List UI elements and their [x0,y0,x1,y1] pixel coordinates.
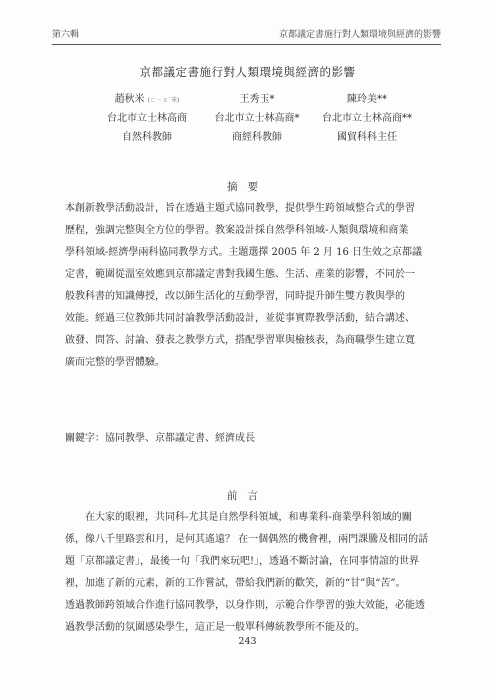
page-number: 243 [238,636,257,647]
author-block [92,90,422,147]
abstract-line: 般教科書的知識傳授，改以師生活化的互動學習，同時提升師生雙方教與學的 [65,291,405,302]
author-name: 陳玲美** [347,94,387,105]
abstract-heading: 摘要 [227,181,268,193]
author-name-note: (ㄈㄧㄡˊ米) [147,97,180,104]
abstract-body [65,198,430,374]
abstract-line: 定書，範圍從溫室效應到京都議定書對我國生態、生活、產業的影響，不同於一 [65,269,415,280]
preface-line: 題「京都議定書」，最後一句「我們來玩吧!」，透過不斷討論，在同事情誼的世界 [65,556,420,567]
abstract-line: 本創新教學活動設計，旨在透過主題式協同教學，提供學生跨領域整合式的學習 [65,203,415,214]
abstract-line: 歷程，強調完整與全方位的學習。教案設計採自然學科領域-人類與環境和商業 [65,225,409,236]
preface-body [65,507,430,639]
keywords: 關鍵字：協同教學、京都議定書、經濟成長 [65,433,255,444]
author-affiliation-row [92,109,422,128]
author-role: 國貿科科主任 [337,132,397,143]
author-name: 王秀玉* [239,94,275,105]
abstract-line: 廣而完整的學習體驗。 [65,357,165,368]
header-volume: 第六輯 [52,30,80,40]
author-role-row [92,128,422,147]
preface-line: 係，像八千里路雲和月，是何其遙遠？ 在一個偶然的機會裡，兩門課騰及相同的話 [65,534,429,545]
author-affiliation: 台北市立士林高商* [214,113,300,124]
preface-line: 透過教師跨領域合作進行協同教學，以身作則，示範合作學習的強大效能，必能透 [65,600,425,611]
author-role: 商經科教師 [232,132,282,143]
preface-line: 裡，加進了新的元素，新的工作嘗試，帶給我們新的歡笑，新的“甘”與“苦”。 [65,578,406,589]
author-role: 自然科教師 [122,132,172,143]
running-header [52,27,441,43]
preface-line: 過教學活動的氛圍感染學生，這正是一般單科傳統教學所不能及的。 [65,622,365,633]
abstract-line: 啟發、問答、討論、發表之教學方式，搭配學習單與檢核表，為商職學生建立寬 [65,335,415,346]
preface-line: 在大家的眼裡，共同科-尤其是自然學科領域，和專業科-商業學科領域的關 [85,512,412,523]
paper-title: 京都議定書施行對人類環境與經濟的影響 [139,65,356,79]
header-rule [52,44,441,45]
header-title: 京都議定書施行對人類環境與經濟的影響 [278,30,441,40]
abstract-line: 學科領域-經濟學兩科協同教學方式。主題選擇 2005 年 2 月 16 日生效之京都議 [65,247,422,258]
author-affiliation: 台北市立士林高商 [107,113,187,124]
preface-heading: 前言 [227,490,268,502]
author-name: 趙秋米 (ㄈㄧㄡˊ米) [114,94,180,105]
author-names-row [92,90,422,109]
abstract-line: 效能。經過三位教師共同討論教學活動設計，並從事實際教學活動，結合講述、 [65,313,415,324]
author-affiliation: 台北市立士林高商** [322,113,412,124]
